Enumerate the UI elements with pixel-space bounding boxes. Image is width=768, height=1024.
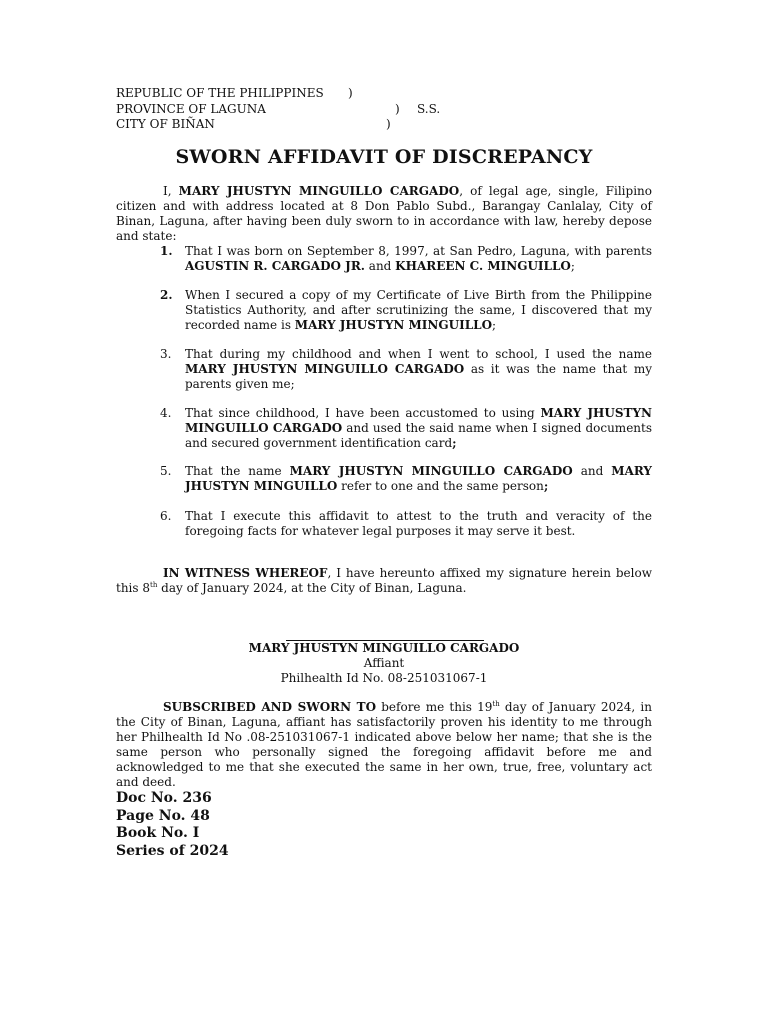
venue-line-republic xyxy=(116,86,456,102)
item-text: That the name xyxy=(185,464,290,478)
item-bold: AGUSTIN R. CARGADO JR. xyxy=(185,259,365,273)
page-number: Page No. 48 xyxy=(116,807,210,824)
jurat-heading: SUBSCRIBED AND SWORN TO xyxy=(163,700,377,714)
item-text: and xyxy=(572,464,612,478)
doc-number: Doc No. 236 xyxy=(116,790,212,806)
list-item xyxy=(160,406,652,451)
venue-paren: ) xyxy=(386,117,391,131)
jurat-text: day of January 2024, in the City of Binan, Laguna, affiant has satisfactorily proven his identity to me through her Philhealth Id No .08-251031067-1 indicated above below her name; that she is the same person who personally signed the foregoing affidavit before me and acknowledged to me that she executed the same in her own, true, free, voluntary act and deed. xyxy=(116,700,652,789)
item-text: and xyxy=(364,259,396,273)
item-bold: KHAREEN C. MINGUILLO xyxy=(395,259,571,273)
item-number: 1. xyxy=(160,244,173,258)
witness-heading: IN WITNESS WHEREOF xyxy=(163,566,328,580)
item-bold: ; xyxy=(543,479,549,493)
jurat-paragraph xyxy=(116,700,652,790)
signatory-role: Affiant xyxy=(363,656,405,670)
item-text: and used the said name when I signed documents and secured government identification card xyxy=(185,421,652,450)
item-text: refer to one and the same person xyxy=(337,479,544,493)
item-bold: MARY JHUSTYN MINGUILLO CARGADO xyxy=(289,464,573,478)
item-number: 5. xyxy=(160,464,172,478)
venue-block xyxy=(116,86,456,133)
item-text: That I execute this affidavit to attest to the truth and veracity of the foregoing facts for whatever legal purposes it may serve it best. xyxy=(185,509,652,538)
book-number: Book No. I xyxy=(116,825,200,841)
intro-paragraph xyxy=(116,184,652,244)
intro-text: , of legal age, single, Filipino citizen and with address located at 8 Don Pablo Subd., Barangay Canlalay, City of Binan, Laguna, after having been duly sworn to in accordance with law, hereby depose and state: xyxy=(116,184,652,243)
item-bold: MARY JHUSTYN MINGUILLO CARGADO xyxy=(185,406,652,435)
item-text: When I secured a copy of my Certificate of Live Birth from the Philippine Statistics Authority, and after scrutinizing the same, I discovered that my recorded name is xyxy=(185,288,652,332)
item-text: as it was the name that my parents given me; xyxy=(185,362,652,391)
series-year: Series of 2024 xyxy=(116,842,229,859)
venue-line-province xyxy=(116,102,456,118)
list-item xyxy=(160,244,652,274)
document-title: SWORN AFFIDAVIT OF DISCREPANCY xyxy=(175,146,593,168)
signatory-id: Philhealth Id No. 08-251031067-1 xyxy=(280,671,488,685)
item-number: 3. xyxy=(160,347,172,361)
witness-sup: th xyxy=(150,581,158,589)
affiant-name: MARY JHUSTYN MINGUILLO CARGADO xyxy=(178,184,460,198)
list-item xyxy=(160,464,652,494)
item-bold: ; xyxy=(452,436,457,450)
venue-city: CITY OF BIÑAN xyxy=(116,117,215,131)
list-item xyxy=(160,347,652,392)
item-bold: MARY JHUSTYN MINGUILLO CARGADO xyxy=(185,362,465,376)
witness-text: day of January 2024, at the City of Binan, Laguna. xyxy=(157,581,467,595)
item-bold: MARY JHUSTYN MINGUILLO xyxy=(185,464,652,493)
item-number: 2. xyxy=(160,288,173,302)
venue-republic: REPUBLIC OF THE PHILIPPINES xyxy=(116,86,324,100)
list-item xyxy=(160,288,652,333)
item-text: ; xyxy=(492,318,497,332)
venue-line-city xyxy=(116,117,456,133)
intro-text: I, xyxy=(163,184,179,198)
item-text: That I was born on September 8, 1997, at San Pedro, Laguna, with parents xyxy=(185,244,652,258)
witness-paragraph xyxy=(116,566,652,596)
venue-paren: ) xyxy=(348,86,353,100)
signatory-name: MARY JHUSTYN MINGUILLO CARGADO xyxy=(248,641,520,655)
list-item xyxy=(160,509,652,539)
venue-ss: S.S. xyxy=(417,101,441,116)
jurat-sup: th xyxy=(492,700,500,708)
item-text: That during my childhood and when I went to school, I used the name xyxy=(185,347,652,361)
notarial-register xyxy=(116,790,229,860)
jurat-text: before me this 19 xyxy=(376,700,493,714)
item-text: That since childhood, I have been accustomed to using xyxy=(185,406,541,420)
venue-paren: ) xyxy=(395,101,400,116)
witness-text: , I have hereunto affixed my signature herein below this 8 xyxy=(116,566,652,595)
item-text: ; xyxy=(570,259,575,273)
item-number: 4. xyxy=(160,406,172,420)
item-number: 6. xyxy=(160,509,172,523)
venue-province: PROVINCE OF LAGUNA xyxy=(116,101,266,116)
item-bold: MARY JHUSTYN MINGUILLO xyxy=(294,318,493,332)
